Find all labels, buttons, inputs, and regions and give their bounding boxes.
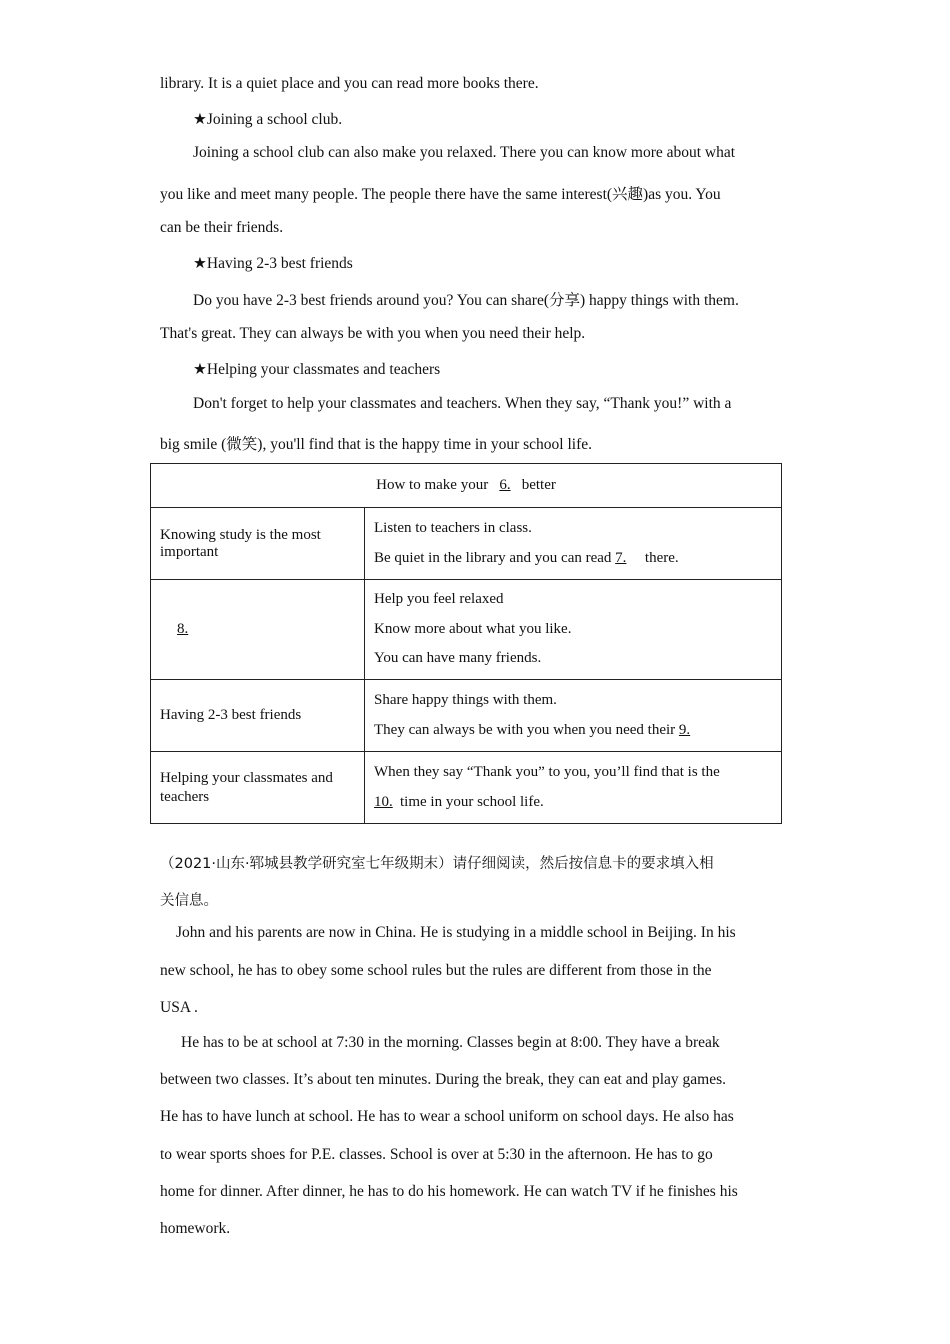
text-line: homework. (160, 1220, 231, 1237)
cell-line: Help you feel relaxed (374, 591, 504, 608)
text-line: John and his parents are now in China. He is studying in a middle school in Beijing. In his (176, 924, 736, 941)
blank-7[interactable]: 7. (615, 549, 627, 566)
cell-line: Listen to teachers in class. (374, 520, 532, 536)
question-instruction: （2021·山东·郓城县教学研究室七年级期末）请仔细阅读，然后按信息卡的要求填入相 (160, 856, 714, 872)
text-line: home for dinner. After dinner, he has to do his homework. He can watch TV if he finishes his (160, 1183, 738, 1200)
text-line: He has to be at school at 7:30 in the morning. Classes begin at 8:00. They have a break (181, 1034, 720, 1051)
text-line: library. It is a quiet place and you can read more books there. (160, 75, 539, 92)
info-table (150, 463, 782, 824)
text-line: between two classes. It’s about ten minutes. During the break, they can eat and play games. (160, 1071, 727, 1088)
text-line: Do you have 2-3 best friends around you? You can share(分享) happy things with them. (193, 292, 739, 309)
row-label: Knowing study is the most important (151, 508, 365, 580)
text-line: USA . (160, 999, 198, 1016)
text-line: big smile (微笑), you'll find that is the happy time in your school life. (160, 436, 592, 453)
text-line: That's great. They can always be with you when you need their help. (160, 325, 586, 342)
blank-9[interactable]: 9. (678, 721, 691, 738)
cell-line: They can always be with you when you need their 9. (374, 716, 772, 746)
cell-line: You can have many friends. (374, 650, 542, 667)
text-line: to wear sports shoes for P.E. classes. School is over at 5:30 in the afternoon. He has to go (160, 1146, 713, 1163)
blank-10[interactable]: 10. (374, 793, 393, 810)
table-row (151, 508, 782, 580)
text-line: Joining a school club can also make you relaxed. There you can know more about what (193, 144, 736, 161)
text-line: new school, he has to obey some school rules but the rules are different from those in the (160, 962, 712, 979)
table-title: How to make your 6. better (151, 464, 782, 508)
section-heading-friends: ★Having 2-3 best friends (193, 255, 353, 272)
cell-line: Be quiet in the library and you can read 7. there. (374, 544, 772, 574)
blank-6[interactable]: 6. (499, 477, 511, 493)
table-row (151, 680, 782, 752)
row-label: Helping your classmates and teachers (151, 752, 365, 824)
question-instruction: 关信息。 (160, 893, 218, 909)
section-heading-helping: ★Helping your classmates and teachers (193, 361, 441, 378)
cell-line: When they say “Thank you” to you, you’ll find that is the (374, 764, 720, 780)
row-label: Having 2-3 best friends (151, 680, 365, 752)
table-row (151, 580, 782, 680)
text-line: He has to have lunch at school. He has to wear a school uniform on school days. He also has (160, 1108, 734, 1125)
text-line: you like and meet many people. The people there have the same interest(兴趣)as you. You (160, 186, 721, 203)
cell-line: Share happy things with them. (374, 692, 557, 708)
text-line: can be their friends. (160, 219, 284, 236)
cell-line: 10. time in your school life. (374, 788, 772, 818)
blank-8[interactable]: 8. (177, 621, 189, 637)
table-row (151, 752, 782, 824)
cell-line: Know more about what you like. (374, 620, 572, 637)
text-line: Don't forget to help your classmates and teachers. When they say, “Thank you!” with a (193, 395, 732, 412)
section-heading-club: ★Joining a school club. (193, 111, 343, 128)
